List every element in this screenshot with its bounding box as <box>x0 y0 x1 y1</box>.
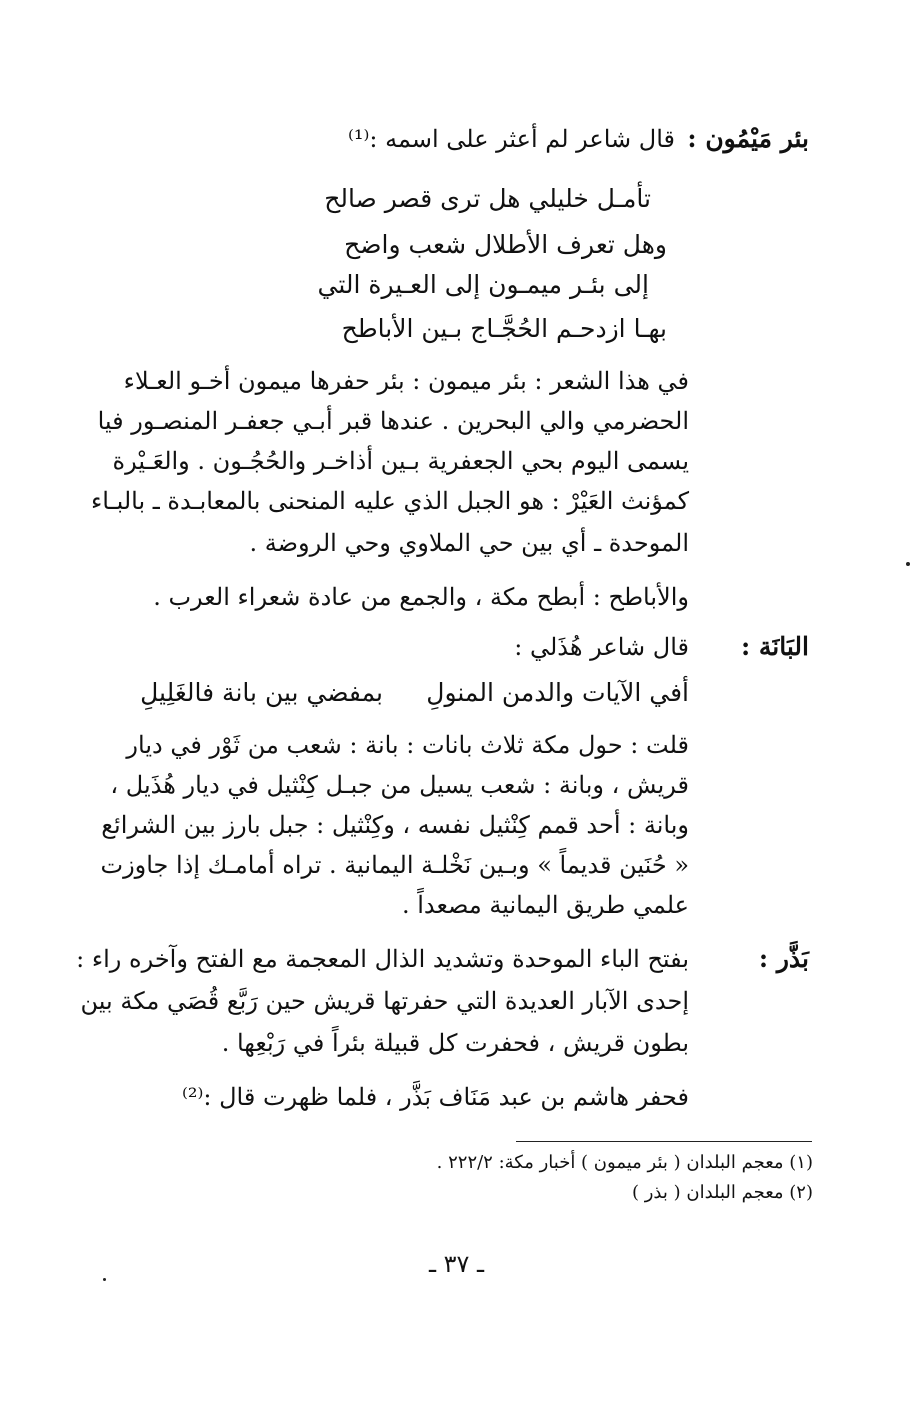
footnote: (١) معجم البلدان ( بئر ميمون ) أخبار مكة: ٢٢٢/٢ . <box>436 1152 813 1173</box>
body-line: قريش ، وبانة : شعب يسيل من جبـل كِنْثيل في ديار هُذَيل ، <box>110 771 689 799</box>
body-line: « حُنَين قديماً » وبـين نَخْلـة اليمانية . تراه أمامـك إذا جاوزت <box>100 851 689 879</box>
body-line: وبانة : أحد قمم كِنْثيل نفسه ، وكِنْثيل : جبل بارز بين الشرائع <box>101 811 689 839</box>
body-line: بفتح الباء الموحدة وتشديد الذال المعجمة مع الفتح وآخره راء : <box>76 945 689 973</box>
footnote: (٢) معجم البلدان ( بذر ) <box>632 1182 813 1203</box>
body-note: والأباطح : أبطح مكة ، والجمع من عادة شعراء العرب . <box>153 583 689 611</box>
verse-hemistich-right: أفي الآيات والدمن المنولِ <box>426 678 689 707</box>
body-line: بطون قريش ، فحفرت كل قبيلة بئراً في رَبْعِها . <box>221 1029 689 1057</box>
body-note: فحفر هاشم بن عبد مَنَاف بَذَّر ، فلما ظهرت قال :⁽²⁾ <box>181 1083 689 1111</box>
verse-hemistich-left: بمفضي بين بانة فالغَلِيلِ <box>140 678 383 707</box>
body-line: في هذا الشعر : بئر ميمون : بئر حفرها ميمون أخـو العـلاء <box>123 367 689 395</box>
footnote-rule <box>516 1141 812 1142</box>
entry-heading-bir-maymun: بئر مَيْمُون : <box>687 124 809 153</box>
verse-line: تأمـل خليلي هل ترى قصر صالح <box>324 184 651 213</box>
verse-line: إلى بئـر ميمـون إلى العـيرة التي <box>317 270 649 299</box>
body-line: كمؤنث العَيْرْ : هو الجبل الذي عليه المنحنى بالمعابـدة ـ بالبـاء <box>90 487 689 515</box>
body-line: إحدى الآبار العديدة التي حفرتها قريش حين رَبَّع قُصَي مكة بين <box>80 987 689 1015</box>
entry-heading-al-bana: البَانَة : <box>740 632 809 661</box>
entry-intro-bir-maymun: قال شاعر لم أعثر على اسمه :⁽¹⁾ <box>347 125 675 153</box>
verse-line: بهـا ازدحـم الحُجَّـاج بـين الأباطح <box>341 314 667 343</box>
scan-speck <box>103 1278 106 1281</box>
scan-speck <box>906 562 910 566</box>
entry-intro-al-bana: قال شاعر هُذَلي : <box>514 633 689 661</box>
verse-line: وهل تعرف الأطلال شعب واضح <box>344 230 667 259</box>
page-number: ـ ٣٧ ـ <box>428 1250 485 1278</box>
body-line: علمي طريق اليمانية مصعداً . <box>401 891 689 919</box>
body-line: الحضرمي والي البحرين . عندها قبر أبـي جعفـر المنصـور فيا <box>97 407 689 435</box>
body-line: الموحدة ـ أي بين حي الملاوي وحي الروضة . <box>249 529 689 557</box>
body-line: قلت : حول مكة ثلاث بانات : بانة : شعب من ثَوْر في ديار <box>126 731 689 759</box>
entry-heading-badhr: بَذَّر : <box>758 944 809 973</box>
body-line: يسمى اليوم بحي الجعفرية بـين أذاخـر والحُجُـون . والعَـيْرة <box>112 447 689 475</box>
